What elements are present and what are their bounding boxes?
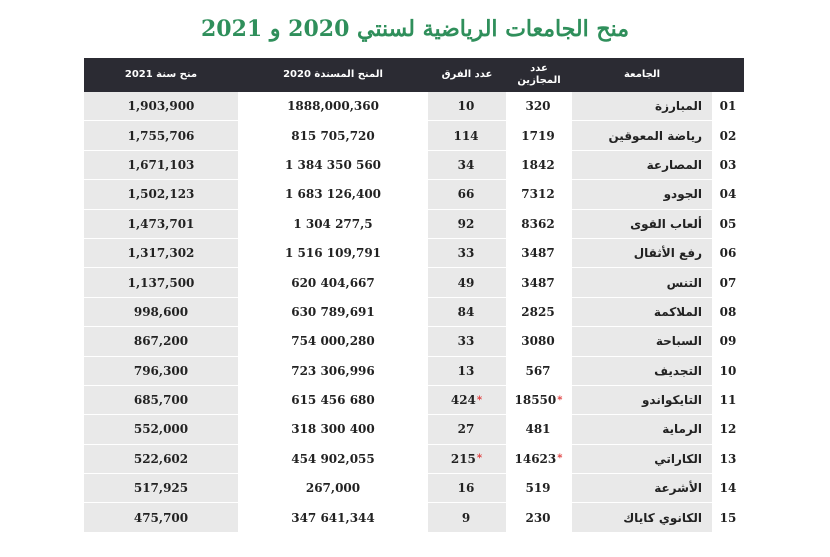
clubs-value: 27 [457,422,475,437]
clubs-value: 33 [457,334,475,349]
clubs-value: 16 [457,481,475,496]
grants-2021-value: 1,671,103 [84,151,238,179]
row-number: 10 [712,357,744,385]
table-row [84,210,744,239]
grants-2020-value: 620 404,667 [238,268,428,296]
clubs-value: 49 [457,275,475,290]
clubs-value: 9 [461,510,471,525]
table-row [84,180,744,209]
grants-2020-value: 815 705,720 [238,121,428,149]
row-number: 05 [712,210,744,238]
grants-2021-value: 1,502,123 [84,180,238,208]
grants-2020-value: 1888,000,360 [238,92,428,120]
header-grants-2020: المنح المسندة 2020 [283,69,383,80]
row-number: 06 [712,239,744,267]
athletes-cell [506,121,572,149]
federation-name: التنس [572,268,712,296]
grants-2020-value: 1 683 126,400 [238,180,428,208]
federation-name: رياضة المعوقين [572,121,712,149]
header-clubs: عدد الفرق [441,69,493,80]
header-name: الجامعة [623,69,661,80]
grants-2020-value: 723 306,996 [238,357,428,385]
clubs-value: 10 [457,99,475,114]
grants-2020-value: 630 789,691 [238,298,428,326]
grants-2020-value: 615 456 680 [238,386,428,414]
table-row [84,474,744,503]
athletes-value: 8362 [521,216,555,231]
table-row [84,415,744,444]
athletes-value: 7312 [521,187,555,202]
row-number: 07 [712,268,744,296]
clubs-cell [428,210,506,238]
athletes-value: 567 [525,363,551,378]
clubs-cell [428,239,506,267]
athletes-cell [506,210,572,238]
page-title: منح الجامعات الرياضية لسنتي 2020 و 2021 [200,16,630,42]
clubs-value: 92 [457,216,475,231]
grants-2020-value: 1 384 350 560 [238,151,428,179]
athletes-cell [506,327,572,355]
grants-2021-value: 685,700 [84,386,238,414]
row-number: 08 [712,298,744,326]
table-row [84,239,744,268]
athletes-cell [506,92,572,120]
athletes-value: 481 [525,422,551,437]
row-number: 04 [712,180,744,208]
clubs-value: 66 [457,187,475,202]
grants-2020-value: 454 902,055 [238,445,428,473]
header-grants-2021: منح سنة 2021 [124,69,198,80]
clubs-star: * [476,453,483,465]
clubs-cell [428,121,506,149]
grants-2020-value: 318 300 400 [238,415,428,443]
federation-name: المبارزة [572,92,712,120]
federation-name: الكاراتي [572,445,712,473]
athletes-value: 18550 [514,393,557,408]
federation-name: الكانوي كاياك [572,503,712,531]
grants-2020-value: 1 516 109,791 [238,239,428,267]
athletes-value: 1842 [521,157,555,172]
clubs-value: 84 [457,304,475,319]
federation-name: السباحة [572,327,712,355]
clubs-value: 13 [457,363,475,378]
table-row [84,445,744,474]
athletes-cell [506,503,572,531]
athletes-cell [506,180,572,208]
grants-2021-value: 867,200 [84,327,238,355]
grants-2021-value: 1,755,706 [84,121,238,149]
grants-2020-value: 1 304 277,5 [238,210,428,238]
row-number: 02 [712,121,744,149]
grants-2021-value: 552,000 [84,415,238,443]
athletes-value: 3487 [521,246,555,261]
federation-name: التايكواندو [572,386,712,414]
athletes-value: 1719 [521,128,555,143]
clubs-cell [428,415,506,443]
clubs-cell [428,268,506,296]
table-row [84,503,744,532]
table-header [84,58,744,92]
row-number: 09 [712,327,744,355]
athletes-cell [506,474,572,502]
federation-name: الجودو [572,180,712,208]
table-row [84,327,744,356]
federation-name: ألعاب القوى [572,210,712,238]
clubs-cell [428,386,506,414]
athletes-cell [506,357,572,385]
table-row [84,121,744,150]
federation-name: الرماية [572,415,712,443]
clubs-cell [428,298,506,326]
athletes-star: * [557,394,563,406]
grants-2021-value: 1,903,900 [84,92,238,120]
grants-2021-value: 1,317,302 [84,239,238,267]
table-row [84,298,744,327]
row-number: 11 [712,386,744,414]
clubs-star: * [476,394,483,406]
federation-name: الملاكمة [572,298,712,326]
grants-2020-value: 347 641,344 [238,503,428,531]
athletes-cell [506,415,572,443]
athletes-cell [506,151,572,179]
athletes-value: 3080 [521,334,555,349]
table-row [84,268,744,297]
athletes-cell [506,268,572,296]
grants-2021-value: 522,602 [84,445,238,473]
clubs-cell [428,445,506,473]
row-number: 01 [712,92,744,120]
federation-name: التجديف [572,357,712,385]
header-num [712,58,744,92]
grants-2021-value: 1,137,500 [84,268,238,296]
table-row [84,357,744,386]
athletes-cell [506,298,572,326]
clubs-cell [428,357,506,385]
clubs-cell [428,151,506,179]
row-number: 03 [712,151,744,179]
federation-name: رفع الأثقال [572,239,712,267]
athletes-value: 519 [525,481,551,496]
grants-2021-value: 998,600 [84,298,238,326]
row-number: 12 [712,415,744,443]
clubs-cell [428,474,506,502]
row-number: 14 [712,474,744,502]
athletes-value: 230 [525,510,551,525]
athletes-cell [506,239,572,267]
grants-2021-value: 796,300 [84,357,238,385]
clubs-value: 34 [457,157,475,172]
grants-table [84,58,744,533]
clubs-cell [428,92,506,120]
athletes-value: 3487 [521,275,555,290]
athletes-value: 2825 [521,304,555,319]
grants-2020-value: 267,000 [238,474,428,502]
federation-name: المصارعة [572,151,712,179]
row-number: 13 [712,445,744,473]
federation-name: الأشرعة [572,474,712,502]
header-athletes: عدد المجازين [517,63,561,86]
row-number: 15 [712,503,744,531]
grants-2021-value: 517,925 [84,474,238,502]
table-body [84,92,744,533]
athletes-value: 14623 [514,451,557,466]
athletes-value: 320 [525,99,551,114]
athletes-cell [506,445,572,473]
athletes-cell [506,386,572,414]
grants-2021-value: 1,473,701 [84,210,238,238]
clubs-value: 424 [450,393,476,408]
clubs-cell [428,180,506,208]
clubs-value: 215 [450,451,476,466]
clubs-value: 33 [457,246,475,261]
athletes-star: * [557,453,563,465]
grants-2021-value: 475,700 [84,503,238,531]
clubs-cell [428,327,506,355]
clubs-cell [428,503,506,531]
table-row [84,386,744,415]
table-row [84,92,744,121]
clubs-value: 114 [453,128,479,143]
table-row [84,151,744,180]
grants-2020-value: 754 000,280 [238,327,428,355]
